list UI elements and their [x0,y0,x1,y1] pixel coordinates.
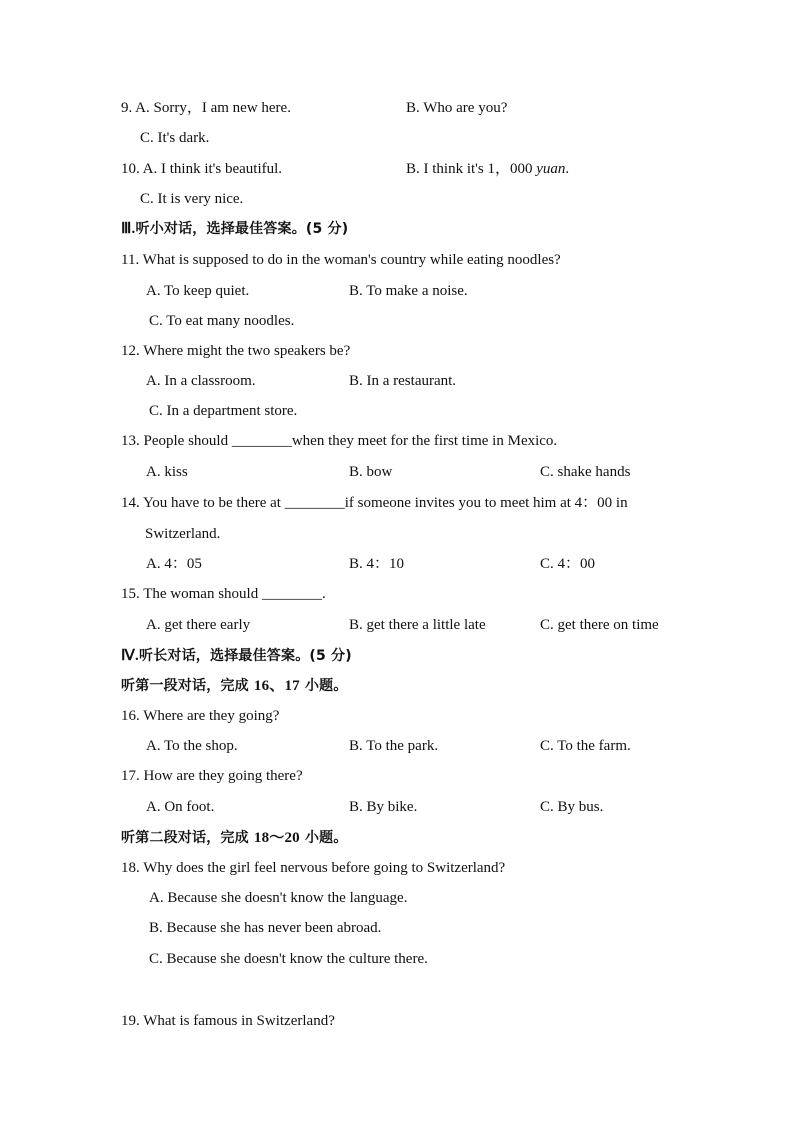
q9-option-c: C. It's dark. [140,130,210,146]
q12-option-b: B. In a restaurant. [349,373,457,389]
q14-option-b: B. 4：10 [349,556,405,572]
q16-option-b: B. To the park. [349,738,439,754]
q13-stem: 13. People should ________when they meet for the first time in Mexico. [121,433,558,449]
q9-option-b: B. Who are you? [406,100,508,116]
q13-option-c: C. shake hands [540,464,631,480]
q15-option-b: B. get there a little late [349,617,486,633]
q11-option-a: A. To keep quiet. [146,283,250,299]
section-4-heading: Ⅳ.听长对话，选择最佳答案。(5 分) [121,648,352,664]
q9-option-a: 9. A. Sorry，I am new here. [121,100,291,116]
q12-stem: 12. Where might the two speakers be? [121,343,351,359]
q16-option-a: A. To the shop. [146,738,238,754]
q10-option-a: 10. A. I think it's beautiful. [121,161,283,177]
q18-stem: 18. Why does the girl feel nervous before going to Switzerland? [121,860,506,876]
q14-option-c: C. 4：00 [540,556,596,572]
q17-option-c: C. By bus. [540,799,604,815]
q13-option-a: A. kiss [146,464,188,480]
q12-option-c: C. In a department store. [149,403,298,419]
q13-option-b: B. bow [349,464,393,480]
q18-option-b: B. Because she has never been abroad. [149,920,382,936]
dialog-1-instruction: 听第一段对话，完成 16、17 小题。 [121,678,348,694]
q11-stem: 11. What is supposed to do in the woman's country while eating noodles? [121,252,561,268]
q10-unit: yuan [536,161,566,177]
q11-option-c: C. To eat many noodles. [149,313,295,329]
q15-option-c: C. get there on time [540,617,659,633]
q10-option-c: C. It is very nice. [140,191,244,207]
dialog-2-instruction: 听第二段对话，完成 18～20 小题。 [121,830,348,846]
q16-option-c: C. To the farm. [540,738,631,754]
q10-option-b: B. I think it's 1，000 yuan. [406,161,570,177]
q15-stem: 15. The woman should ________. [121,586,326,602]
q18-option-a: A. Because she doesn't know the language. [149,890,408,906]
q17-option-a: A. On foot. [146,799,215,815]
q14-option-a: A. 4：05 [146,556,202,572]
q16-stem: 16. Where are they going? [121,708,280,724]
q19-stem: 19. What is famous in Switzerland? [121,1013,335,1029]
q14-stem-cont: Switzerland. [145,526,221,542]
q17-stem: 17. How are they going there? [121,768,303,784]
q15-option-a: A. get there early [146,617,251,633]
q12-option-a: A. In a classroom. [146,373,256,389]
section-3-heading: Ⅲ.听小对话，选择最佳答案。(5 分) [121,221,349,237]
q17-option-b: B. By bike. [349,799,418,815]
q14-stem: 14. You have to be there at ________if someone invites you to meet him at 4：00 in [121,495,628,511]
q18-option-c: C. Because she doesn't know the culture there. [149,951,428,967]
q11-option-b: B. To make a noise. [349,283,468,299]
